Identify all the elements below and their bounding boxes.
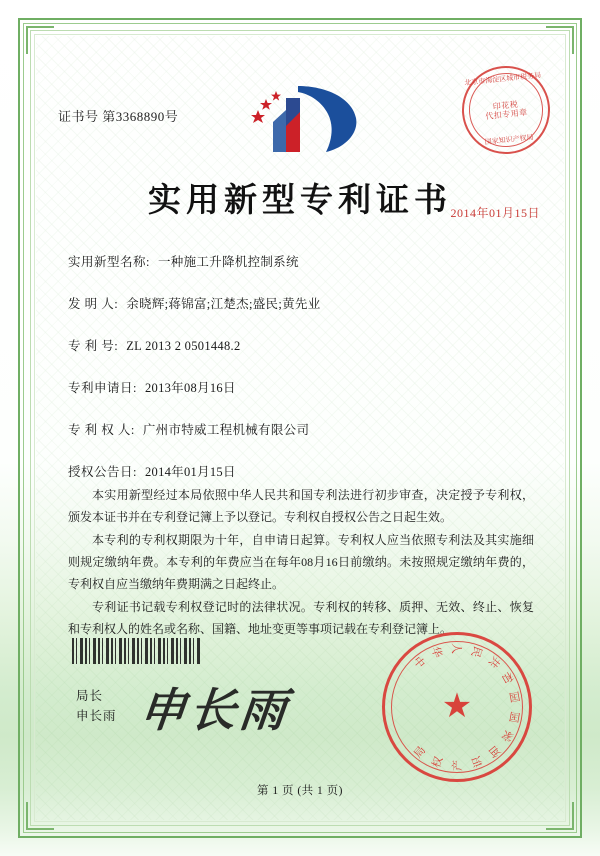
field-value: 一种施工升降机控制系统	[157, 255, 299, 269]
seal-text-char: 产	[452, 759, 464, 771]
tax-stamp-center-line2: 代扣专用章	[484, 107, 529, 122]
page-footer: 第 1 页 (共 1 页)	[256, 785, 344, 797]
director-name: 申长雨	[76, 709, 117, 723]
body-paragraph: 专利证书记载专利权登记时的法律状况。专利权的转移、质押、无效、终止、恢复和专利权人的姓名或名称、国籍、地址变更等事项记载在专利登记簿上。	[68, 600, 534, 636]
director-label: 局长	[76, 689, 104, 703]
national-seal	[382, 632, 532, 782]
seal-text-char: 知	[486, 742, 504, 760]
seal-text-char: 局	[412, 743, 429, 761]
tax-stamp-arc-top: 北京市海淀区城市税务局	[464, 72, 542, 88]
field-value: ZL 2013 2 0501448.2	[126, 339, 241, 353]
certificate-content	[44, 44, 556, 812]
field-label: 授权公告日:	[68, 465, 137, 479]
field-label: 发 明 人:	[68, 297, 119, 311]
tax-stamp-arc-bottom: 国家知识产权局	[484, 134, 534, 147]
seal-text-char: 人	[450, 643, 462, 655]
seal-text-char: 民	[468, 644, 484, 660]
field-value: 余晓辉;蒋锦富;江楚杰;盛民;黄先业	[126, 297, 321, 311]
field-label: 专 利 权 人:	[68, 423, 135, 437]
field-row	[68, 336, 542, 354]
sipo-logo-icon	[240, 82, 360, 156]
field-row	[68, 378, 542, 396]
field-value: 广州市特威工程机械有限公司	[142, 423, 310, 437]
body-paragraph: 本实用新型经过本局依照中华人民共和国专利法进行初步审查，决定授予专利权，颁发本证书并在专利登记簿上予以登记。专利权自授权公告之日起生效。	[68, 488, 534, 524]
seal-text-char: 家	[499, 726, 516, 744]
seal-text-char: 华	[428, 645, 444, 661]
field-label: 专 利 号:	[68, 339, 119, 353]
seal-text-char: 和	[498, 668, 515, 686]
field-label: 实用新型名称:	[68, 255, 150, 269]
seal-text-char: 国	[507, 709, 522, 724]
field-row	[68, 294, 542, 312]
certificate-number: 证书号 第3368890号	[58, 109, 179, 124]
field-label: 专利申请日:	[68, 381, 137, 395]
field-row	[68, 252, 542, 270]
field-value: 2014年01月15日	[144, 465, 236, 479]
seal-text-ring	[382, 632, 532, 782]
seal-text-char: 识	[470, 753, 486, 769]
seal-text-char: 中	[410, 654, 428, 672]
field-value: 2013年08月16日	[144, 381, 236, 395]
body-paragraph: 本专利的专利权期限为十年，自申请日起算。专利权人应当依照专利法及其实施细则规定缴纳年费。本专利的年费应当在每年08月16日前缴纳。未按照规定缴纳年费的，专利权自应当缴纳年费期满之日起终止。	[68, 533, 534, 591]
seal-star-icon: ★	[441, 688, 473, 725]
director-block	[76, 686, 117, 726]
tax-stamp-center-line1: 印花税	[492, 99, 519, 112]
field-row	[68, 462, 542, 480]
barcode	[72, 638, 200, 664]
director-signature: 申长雨	[136, 685, 293, 736]
seal-text-char: 共	[485, 653, 502, 671]
seal-date: 2014年01月15日	[450, 206, 540, 220]
seal-text-char: 国	[506, 688, 521, 703]
field-list	[68, 252, 542, 504]
field-row	[68, 420, 542, 438]
body-text	[68, 484, 534, 641]
tax-stamp-seal	[458, 62, 555, 159]
seal-text-char: 权	[430, 754, 446, 770]
page-title: 实用新型专利证书	[148, 183, 452, 219]
